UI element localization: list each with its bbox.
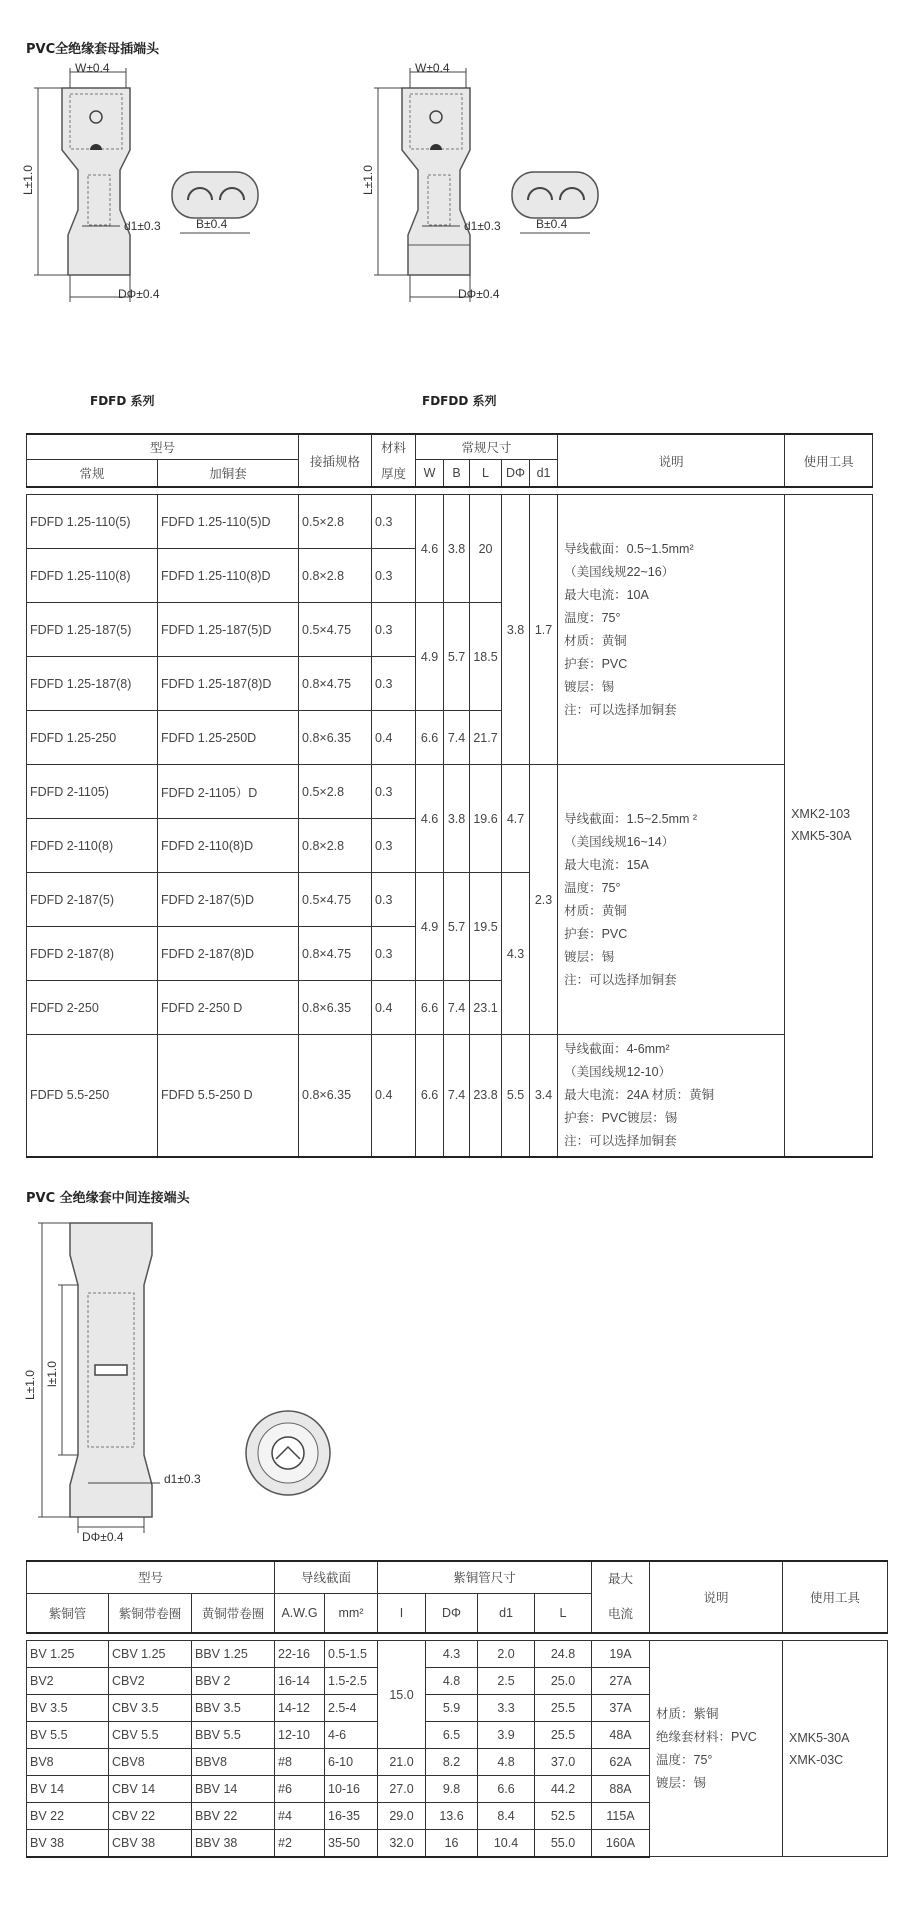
cell-text: 27A (592, 1668, 650, 1695)
d1-label: d1±0.3 (124, 219, 161, 233)
cell-text: 4.9 (416, 603, 444, 711)
cell-text: 27.0 (378, 1776, 426, 1803)
d1-label: d1±0.3 (164, 1472, 201, 1486)
cell-text: 19.6 (470, 765, 502, 873)
cell-text: 5.7 (444, 603, 470, 711)
cell-text: #6 (275, 1776, 325, 1803)
fdfdd-diagram (360, 60, 680, 320)
cell-text: 4.3 (502, 873, 530, 1035)
th-w: W (416, 459, 444, 487)
cell-text: FDFD 2-1105) (27, 765, 158, 819)
cell-text: FDFD 2-110(8) (27, 819, 158, 873)
th-tool: 使用工具 (785, 434, 873, 487)
th-dphi: DΦ (502, 459, 530, 487)
cell-text: FDFD 1.25-187(5) (27, 603, 158, 657)
cell-text: 3.4 (530, 1035, 558, 1157)
cell-text: 7.4 (444, 1035, 470, 1157)
cell-text: CBV 3.5 (109, 1695, 192, 1722)
b-label: B±0.4 (536, 217, 568, 231)
cell-text: 10-16 (325, 1776, 378, 1803)
cell-text: 2.0 (478, 1641, 535, 1668)
cell-text: 55.0 (535, 1830, 592, 1857)
table-row (27, 495, 873, 549)
cell-text: 24.8 (535, 1641, 592, 1668)
cell-text: 0.8×6.35 (299, 711, 372, 765)
note-group-2: 导线截面：1.5~2.5mm ² （美国线规16~14） 最大电流：15A 温度：75° 材质：黄铜 护套：PVC 镀层：锡 注：可以选择加铜套 (558, 765, 785, 1035)
l-inner-label: l±1.0 (45, 1361, 59, 1387)
cell-text: FDFD 1.25-110(5) (27, 495, 158, 549)
th-b: B (444, 459, 470, 487)
fdfd-spec-table (26, 433, 873, 1158)
cell-text: I (378, 1593, 426, 1633)
cell-text: CBV 38 (109, 1830, 192, 1857)
cell-text: CBV2 (109, 1668, 192, 1695)
cell-text: 3.8 (444, 495, 470, 603)
dphi-label: DΦ±0.4 (458, 287, 500, 301)
cell-text: 0.3 (372, 603, 416, 657)
cell-text: FDFD 2-1105）D (158, 765, 299, 819)
cell-text: FDFD 2-187(8)D (158, 927, 299, 981)
cell-text: 4.9 (416, 873, 444, 981)
cell-text: 3.3 (478, 1695, 535, 1722)
w-label: W±0.4 (75, 61, 110, 75)
l-label: L±1.0 (23, 1370, 37, 1400)
th-wire: 导线截面 (275, 1561, 378, 1593)
note-group-3: 导线截面：4-6mm² （美国线规12-10） 最大电流：24A 材质：黄铜 护套：PVC镀层：锡 注：可以选择加铜套 (558, 1035, 785, 1157)
cell-text: 12-10 (275, 1722, 325, 1749)
b-label: B±0.4 (196, 217, 228, 231)
cell-text: 14-12 (275, 1695, 325, 1722)
cell-text: 10.4 (478, 1830, 535, 1857)
cell-text: BBV 2 (192, 1668, 275, 1695)
cell-text: FDFD 1.25-250D (158, 711, 299, 765)
cell-text: 5.5 (502, 1035, 530, 1157)
cell-text: CBV8 (109, 1749, 192, 1776)
section2-title: PVC 全绝缘套中间连接端头 (26, 1191, 190, 1206)
cell-text: 20 (470, 495, 502, 603)
cell-text: 44.2 (535, 1776, 592, 1803)
l-label: L±1.0 (21, 165, 35, 195)
table-row (27, 1035, 873, 1157)
cell-text: 0.5×2.8 (299, 765, 372, 819)
cell-text: 7.4 (444, 711, 470, 765)
cell-text: 0.5×4.75 (299, 603, 372, 657)
th-spec: 接插规格 (299, 434, 372, 487)
cell-text: 4.6 (416, 495, 444, 603)
table-row (27, 765, 873, 819)
caption-fdfd: FDFD 系列 (90, 394, 155, 408)
cell-text: 37.0 (535, 1749, 592, 1776)
cell-text: 1.5-2.5 (325, 1668, 378, 1695)
cell-text: L (535, 1593, 592, 1633)
cell-text: BBV 1.25 (192, 1641, 275, 1668)
cell-text: 2.5 (478, 1668, 535, 1695)
cell-text: 4.3 (426, 1641, 478, 1668)
cell-text: A.W.G (275, 1593, 325, 1633)
cell-text: 0.3 (372, 495, 416, 549)
cell-text: 6.5 (426, 1722, 478, 1749)
cell-text: 88A (592, 1776, 650, 1803)
d1-label: d1±0.3 (464, 219, 501, 233)
cell-text: BV2 (27, 1668, 109, 1695)
cell-text: 1.7 (530, 495, 558, 765)
th-material: 材料 (372, 434, 416, 459)
cell-text: 4.6 (416, 765, 444, 873)
cell-text: 22-16 (275, 1641, 325, 1668)
cell-text: 5.9 (426, 1695, 478, 1722)
butt-connector-diagram (20, 1215, 350, 1545)
cell-text: 6.6 (478, 1776, 535, 1803)
cell-text: 25.5 (535, 1695, 592, 1722)
cell-text: 0.3 (372, 927, 416, 981)
cell-text: 4-6 (325, 1722, 378, 1749)
l-label: L±1.0 (361, 165, 375, 195)
cell-text: 紫铜管 (27, 1593, 109, 1633)
cell-text: 0.8×4.75 (299, 657, 372, 711)
th-model: 型号 (27, 1561, 275, 1593)
th-desc: 说明 (650, 1561, 783, 1633)
cell-text: 0.4 (372, 981, 416, 1035)
cell-text: 黄铜带卷圈 (192, 1593, 275, 1633)
note-group-1: 导线截面：0.5~1.5mm² （美国线规22~16） 最大电流：10A 温度：75° 材质：黄铜 护套：PVC 镀层：锡 注：可以选择加铜套 (558, 495, 785, 765)
cell-text: 15.0 (378, 1641, 426, 1749)
th-l: L (470, 459, 502, 487)
cell-text: 0.4 (372, 711, 416, 765)
cell-text: 0.8×2.8 (299, 819, 372, 873)
cell-text: BV 22 (27, 1803, 109, 1830)
cell-text: FDFD 1.25-250 (27, 711, 158, 765)
cell-text: 25.0 (535, 1668, 592, 1695)
cell-text: 3.9 (478, 1722, 535, 1749)
cell-text: 8.2 (426, 1749, 478, 1776)
cell-text: 4.7 (502, 765, 530, 873)
cell-text: 2.3 (530, 765, 558, 1035)
cell-text: 23.8 (470, 1035, 502, 1157)
cell-text: BBV 5.5 (192, 1722, 275, 1749)
cell-text: 3.8 (444, 765, 470, 873)
butt-spec-table (26, 1560, 888, 1858)
cell-text: 16-14 (275, 1668, 325, 1695)
th-dims: 常规尺寸 (416, 434, 558, 459)
cell-text: CBV 22 (109, 1803, 192, 1830)
cell-text: mm² (325, 1593, 378, 1633)
cell-text: 6.6 (416, 711, 444, 765)
cell-text: #8 (275, 1749, 325, 1776)
cell-text: 21.0 (378, 1749, 426, 1776)
cell-text: FDFD 1.25-110(8)D (158, 549, 299, 603)
note-butt: 材质：紫铜 绝缘套材料：PVC 温度：75° 镀层：锡 (650, 1641, 783, 1857)
caption-fdfdd: FDFDD 系列 (422, 394, 497, 408)
cell-text: 5.7 (444, 873, 470, 981)
cell-text: 0.3 (372, 873, 416, 927)
cell-text: FDFD 2-187(5)D (158, 873, 299, 927)
cell-text: 0.3 (372, 657, 416, 711)
cell-text: CBV 5.5 (109, 1722, 192, 1749)
cell-text: 0.8×6.35 (299, 1035, 372, 1157)
cell-text: 23.1 (470, 981, 502, 1035)
cell-text: BBV 38 (192, 1830, 275, 1857)
section1-title: PVC全绝缘套母插端头 (26, 42, 160, 57)
th-tool: 使用工具 (783, 1561, 888, 1633)
cell-text: FDFD 1.25-187(8)D (158, 657, 299, 711)
th-tube: 紫铜管尺寸 (378, 1561, 592, 1593)
cell-text: 62A (592, 1749, 650, 1776)
cell-text: 16-35 (325, 1803, 378, 1830)
cell-text: 48A (592, 1722, 650, 1749)
cell-text: d1 (478, 1593, 535, 1633)
cell-text: 0.4 (372, 1035, 416, 1157)
cell-text: 6-10 (325, 1749, 378, 1776)
cell-text: 0.5×4.75 (299, 873, 372, 927)
cell-text: BBV 3.5 (192, 1695, 275, 1722)
cell-text: BBV 14 (192, 1776, 275, 1803)
table-row (27, 1641, 888, 1668)
cell-text: BV 3.5 (27, 1695, 109, 1722)
cell-text: FDFD 2-187(5) (27, 873, 158, 927)
cell-text: 6.6 (416, 981, 444, 1035)
cell-text: CBV 14 (109, 1776, 192, 1803)
cell-text: CBV 1.25 (109, 1641, 192, 1668)
cell-text: BBV 22 (192, 1803, 275, 1830)
cell-text: 0.8×6.35 (299, 981, 372, 1035)
cell-text: FDFD 2-250 D (158, 981, 299, 1035)
cell-text: FDFD 5.5-250 D (158, 1035, 299, 1157)
cell-text: FDFD 1.25-110(5)D (158, 495, 299, 549)
cell-text: 8.4 (478, 1803, 535, 1830)
cell-text: 37A (592, 1695, 650, 1722)
cell-text: 3.8 (502, 495, 530, 765)
cell-text: FDFD 2-110(8)D (158, 819, 299, 873)
cell-text: FDFD 1.25-187(5)D (158, 603, 299, 657)
cell-text: 19.5 (470, 873, 502, 981)
cell-text: 2.5-4 (325, 1695, 378, 1722)
fdfd-diagram (20, 60, 340, 320)
cell-text: 21.7 (470, 711, 502, 765)
cell-text: 7.4 (444, 981, 470, 1035)
cell-text: 160A (592, 1830, 650, 1857)
cell-text: 16 (426, 1830, 478, 1857)
dphi-label: DΦ±0.4 (118, 287, 160, 301)
cell-text: FDFD 1.25-187(8) (27, 657, 158, 711)
cell-text: #4 (275, 1803, 325, 1830)
th-model: 型号 (27, 434, 299, 459)
cell-text: BV8 (27, 1749, 109, 1776)
cell-text: 6.6 (416, 1035, 444, 1157)
cell-text: BV 1.25 (27, 1641, 109, 1668)
cell-text: 0.3 (372, 765, 416, 819)
th-thickness: 厚度 (372, 459, 416, 487)
cell-text: BV 14 (27, 1776, 109, 1803)
cell-text: 29.0 (378, 1803, 426, 1830)
w-label: W±0.4 (415, 61, 450, 75)
cell-text: FDFD 5.5-250 (27, 1035, 158, 1157)
cell-text: 4.8 (426, 1668, 478, 1695)
cell-text: BBV8 (192, 1749, 275, 1776)
th-desc: 说明 (558, 434, 785, 487)
cell-text: BV 5.5 (27, 1722, 109, 1749)
cell-text: 0.8×4.75 (299, 927, 372, 981)
cell-text: DΦ (426, 1593, 478, 1633)
cell-text: FDFD 2-187(8) (27, 927, 158, 981)
cell-text: #2 (275, 1830, 325, 1857)
cell-text: 0.8×2.8 (299, 549, 372, 603)
tool-butt: XMK5-30A XMK-03C (783, 1641, 888, 1857)
dphi-label: DΦ±0.4 (82, 1530, 124, 1544)
tool-cell: XMK2-103 XMK5-30A (785, 495, 873, 1157)
cell-text: 13.6 (426, 1803, 478, 1830)
cell-text: 电流 (592, 1593, 650, 1633)
cell-text: FDFD 2-250 (27, 981, 158, 1035)
cell-text: 32.0 (378, 1830, 426, 1857)
th-regular: 常规 (27, 459, 158, 487)
cell-text: 0.3 (372, 819, 416, 873)
cell-text: 18.5 (470, 603, 502, 711)
th-max: 最大 (592, 1561, 650, 1593)
cell-text: 0.3 (372, 549, 416, 603)
th-copper: 加铜套 (158, 459, 299, 487)
cell-text: 9.8 (426, 1776, 478, 1803)
cell-text: 115A (592, 1803, 650, 1830)
cell-text: 紫铜带卷圈 (109, 1593, 192, 1633)
th-d1: d1 (530, 459, 558, 487)
cell-text: 52.5 (535, 1803, 592, 1830)
cell-text: 4.8 (478, 1749, 535, 1776)
cell-text: FDFD 1.25-110(8) (27, 549, 158, 603)
cell-text: 0.5×2.8 (299, 495, 372, 549)
cell-text: 19A (592, 1641, 650, 1668)
cell-text: 0.5-1.5 (325, 1641, 378, 1668)
cell-text: 35-50 (325, 1830, 378, 1857)
cell-text: BV 38 (27, 1830, 109, 1857)
cell-text: 25.5 (535, 1722, 592, 1749)
